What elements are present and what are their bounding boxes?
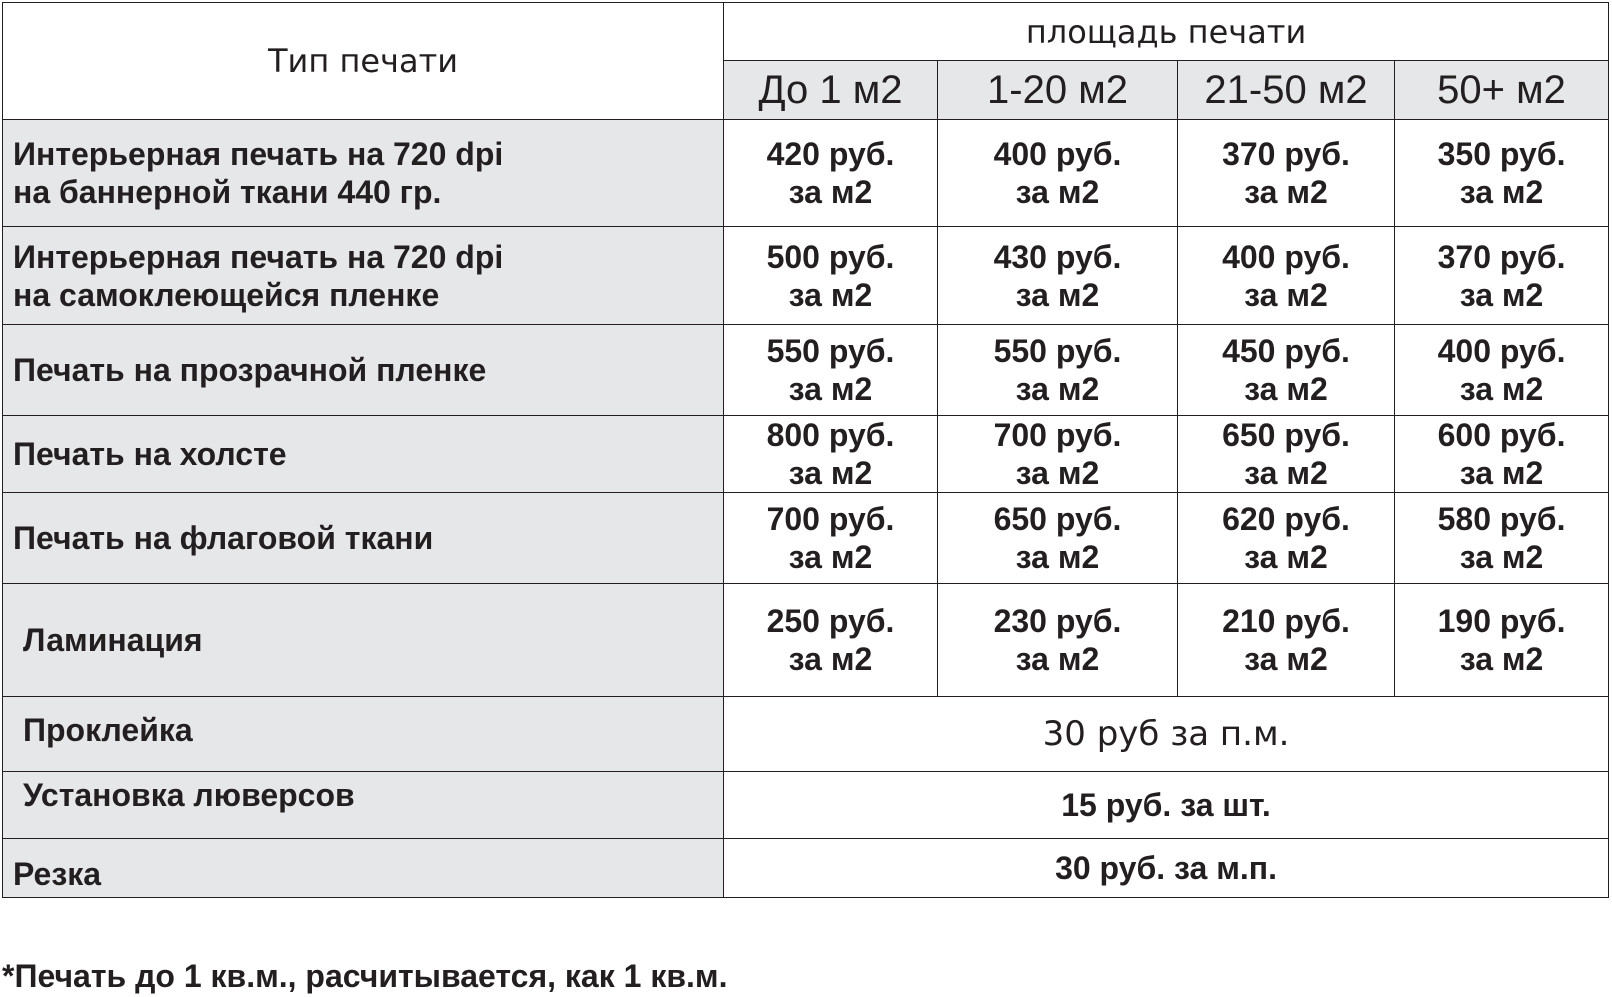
price-value: 400 руб. <box>993 136 1122 172</box>
print-type-header: Тип печати <box>3 3 724 120</box>
service-row <box>3 772 1609 839</box>
price-unit: за м2 <box>1244 276 1328 313</box>
price-cell <box>724 227 938 325</box>
table-row <box>3 227 1609 325</box>
row-label: Печать на прозрачной пленке <box>3 325 724 416</box>
price-cell <box>724 120 938 227</box>
row-label-line: на самоклеющейся пленке <box>13 276 440 313</box>
row-label-line: Интерьерная печать на 720 dpi <box>13 238 504 275</box>
price-cell <box>1395 227 1609 325</box>
price-cell <box>1395 325 1609 416</box>
price-value: 350 руб. <box>1437 136 1566 172</box>
column-header: До 1 м2 <box>724 61 938 120</box>
price-value: 700 руб. <box>766 501 895 537</box>
service-price: 30 руб. за м.п. <box>724 839 1609 898</box>
price-cell <box>1395 584 1609 697</box>
column-header: 50+ м2 <box>1395 61 1609 120</box>
price-value: 500 руб. <box>766 238 895 275</box>
price-cell <box>1178 493 1395 584</box>
price-value: 230 руб. <box>993 603 1122 639</box>
price-value: 420 руб. <box>766 136 895 172</box>
price-cell <box>724 325 938 416</box>
price-cell <box>1395 120 1609 227</box>
price-unit: за м2 <box>1015 641 1100 677</box>
price-cell <box>724 584 938 697</box>
price-cell <box>1178 227 1395 325</box>
row-label <box>3 120 724 227</box>
price-value: 620 руб. <box>1222 501 1350 537</box>
price-table <box>2 2 1609 898</box>
price-unit: за м2 <box>1015 174 1100 210</box>
price-value: 400 руб. <box>1437 333 1566 369</box>
price-unit: за м2 <box>788 371 873 407</box>
price-cell <box>938 584 1178 697</box>
price-cell <box>938 416 1178 493</box>
price-value: 580 руб. <box>1437 501 1566 537</box>
price-unit: за м2 <box>1459 539 1544 575</box>
price-unit: за м2 <box>1244 641 1328 677</box>
price-value: 250 руб. <box>766 603 895 639</box>
service-label: Резка <box>3 839 724 898</box>
service-row <box>3 697 1609 772</box>
price-value: 190 руб. <box>1437 603 1566 639</box>
table-row <box>3 493 1609 584</box>
price-unit: за м2 <box>1244 455 1328 491</box>
price-unit: за м2 <box>1015 276 1100 313</box>
price-unit: за м2 <box>788 539 873 575</box>
price-value: 550 руб. <box>993 333 1122 369</box>
table-row <box>3 416 1609 493</box>
service-label: Установка люверсов <box>3 772 724 839</box>
price-value: 430 руб. <box>993 238 1122 275</box>
service-row <box>3 839 1609 898</box>
column-header: 1-20 м2 <box>938 61 1178 120</box>
price-cell <box>724 493 938 584</box>
price-unit: за м2 <box>1015 539 1100 575</box>
service-price: 30 руб за п.м. <box>724 697 1609 772</box>
footnote: *Печать до 1 кв.м., расчитывается, как 1 кв.м. <box>2 958 728 994</box>
price-unit: за м2 <box>1244 174 1328 210</box>
price-unit: за м2 <box>1459 371 1544 407</box>
price-unit: за м2 <box>1459 174 1544 210</box>
price-value: 800 руб. <box>766 417 895 453</box>
price-cell <box>1178 325 1395 416</box>
table-row <box>3 120 1609 227</box>
price-cell <box>1395 493 1609 584</box>
row-label: Ламинация <box>3 584 724 697</box>
row-label: Печать на холсте <box>3 416 724 493</box>
price-cell <box>1178 120 1395 227</box>
price-value: 550 руб. <box>766 333 895 369</box>
price-unit: за м2 <box>1459 455 1544 491</box>
service-price: 15 руб. за шт. <box>724 772 1609 839</box>
table-row <box>3 325 1609 416</box>
price-value: 210 руб. <box>1222 603 1350 639</box>
row-label-line: на баннерной ткани 440 гр. <box>13 174 442 210</box>
price-value: 450 руб. <box>1222 333 1350 369</box>
price-value: 370 руб. <box>1437 238 1566 275</box>
row-label: Печать на флаговой ткани <box>3 493 724 584</box>
service-label: Проклейка <box>3 697 724 772</box>
price-value: 650 руб. <box>1222 417 1350 453</box>
column-header: 21-50 м2 <box>1178 61 1395 120</box>
price-value: 650 руб. <box>993 501 1122 537</box>
print-area-header: площадь печати <box>724 3 1609 61</box>
price-cell <box>938 227 1178 325</box>
price-cell <box>938 493 1178 584</box>
table-row <box>3 584 1609 697</box>
price-unit: за м2 <box>1244 539 1328 575</box>
price-unit: за м2 <box>1244 371 1328 407</box>
price-unit: за м2 <box>788 455 873 491</box>
price-value: 400 руб. <box>1222 238 1350 275</box>
price-unit: за м2 <box>1015 455 1100 491</box>
price-unit: за м2 <box>788 641 873 677</box>
price-unit: за м2 <box>788 174 873 210</box>
price-cell <box>724 416 938 493</box>
price-value: 370 руб. <box>1222 136 1350 172</box>
price-cell <box>1395 416 1609 493</box>
price-unit: за м2 <box>1459 641 1544 677</box>
price-unit: за м2 <box>1015 371 1100 407</box>
price-unit: за м2 <box>788 276 873 313</box>
row-label-line: Интерьерная печать на 720 dpi <box>13 136 504 172</box>
price-cell <box>938 120 1178 227</box>
price-cell <box>938 325 1178 416</box>
price-cell <box>1178 584 1395 697</box>
price-cell <box>1178 416 1395 493</box>
price-value: 700 руб. <box>993 417 1122 453</box>
price-unit: за м2 <box>1459 276 1544 313</box>
price-value: 600 руб. <box>1437 417 1566 453</box>
row-label <box>3 227 724 325</box>
